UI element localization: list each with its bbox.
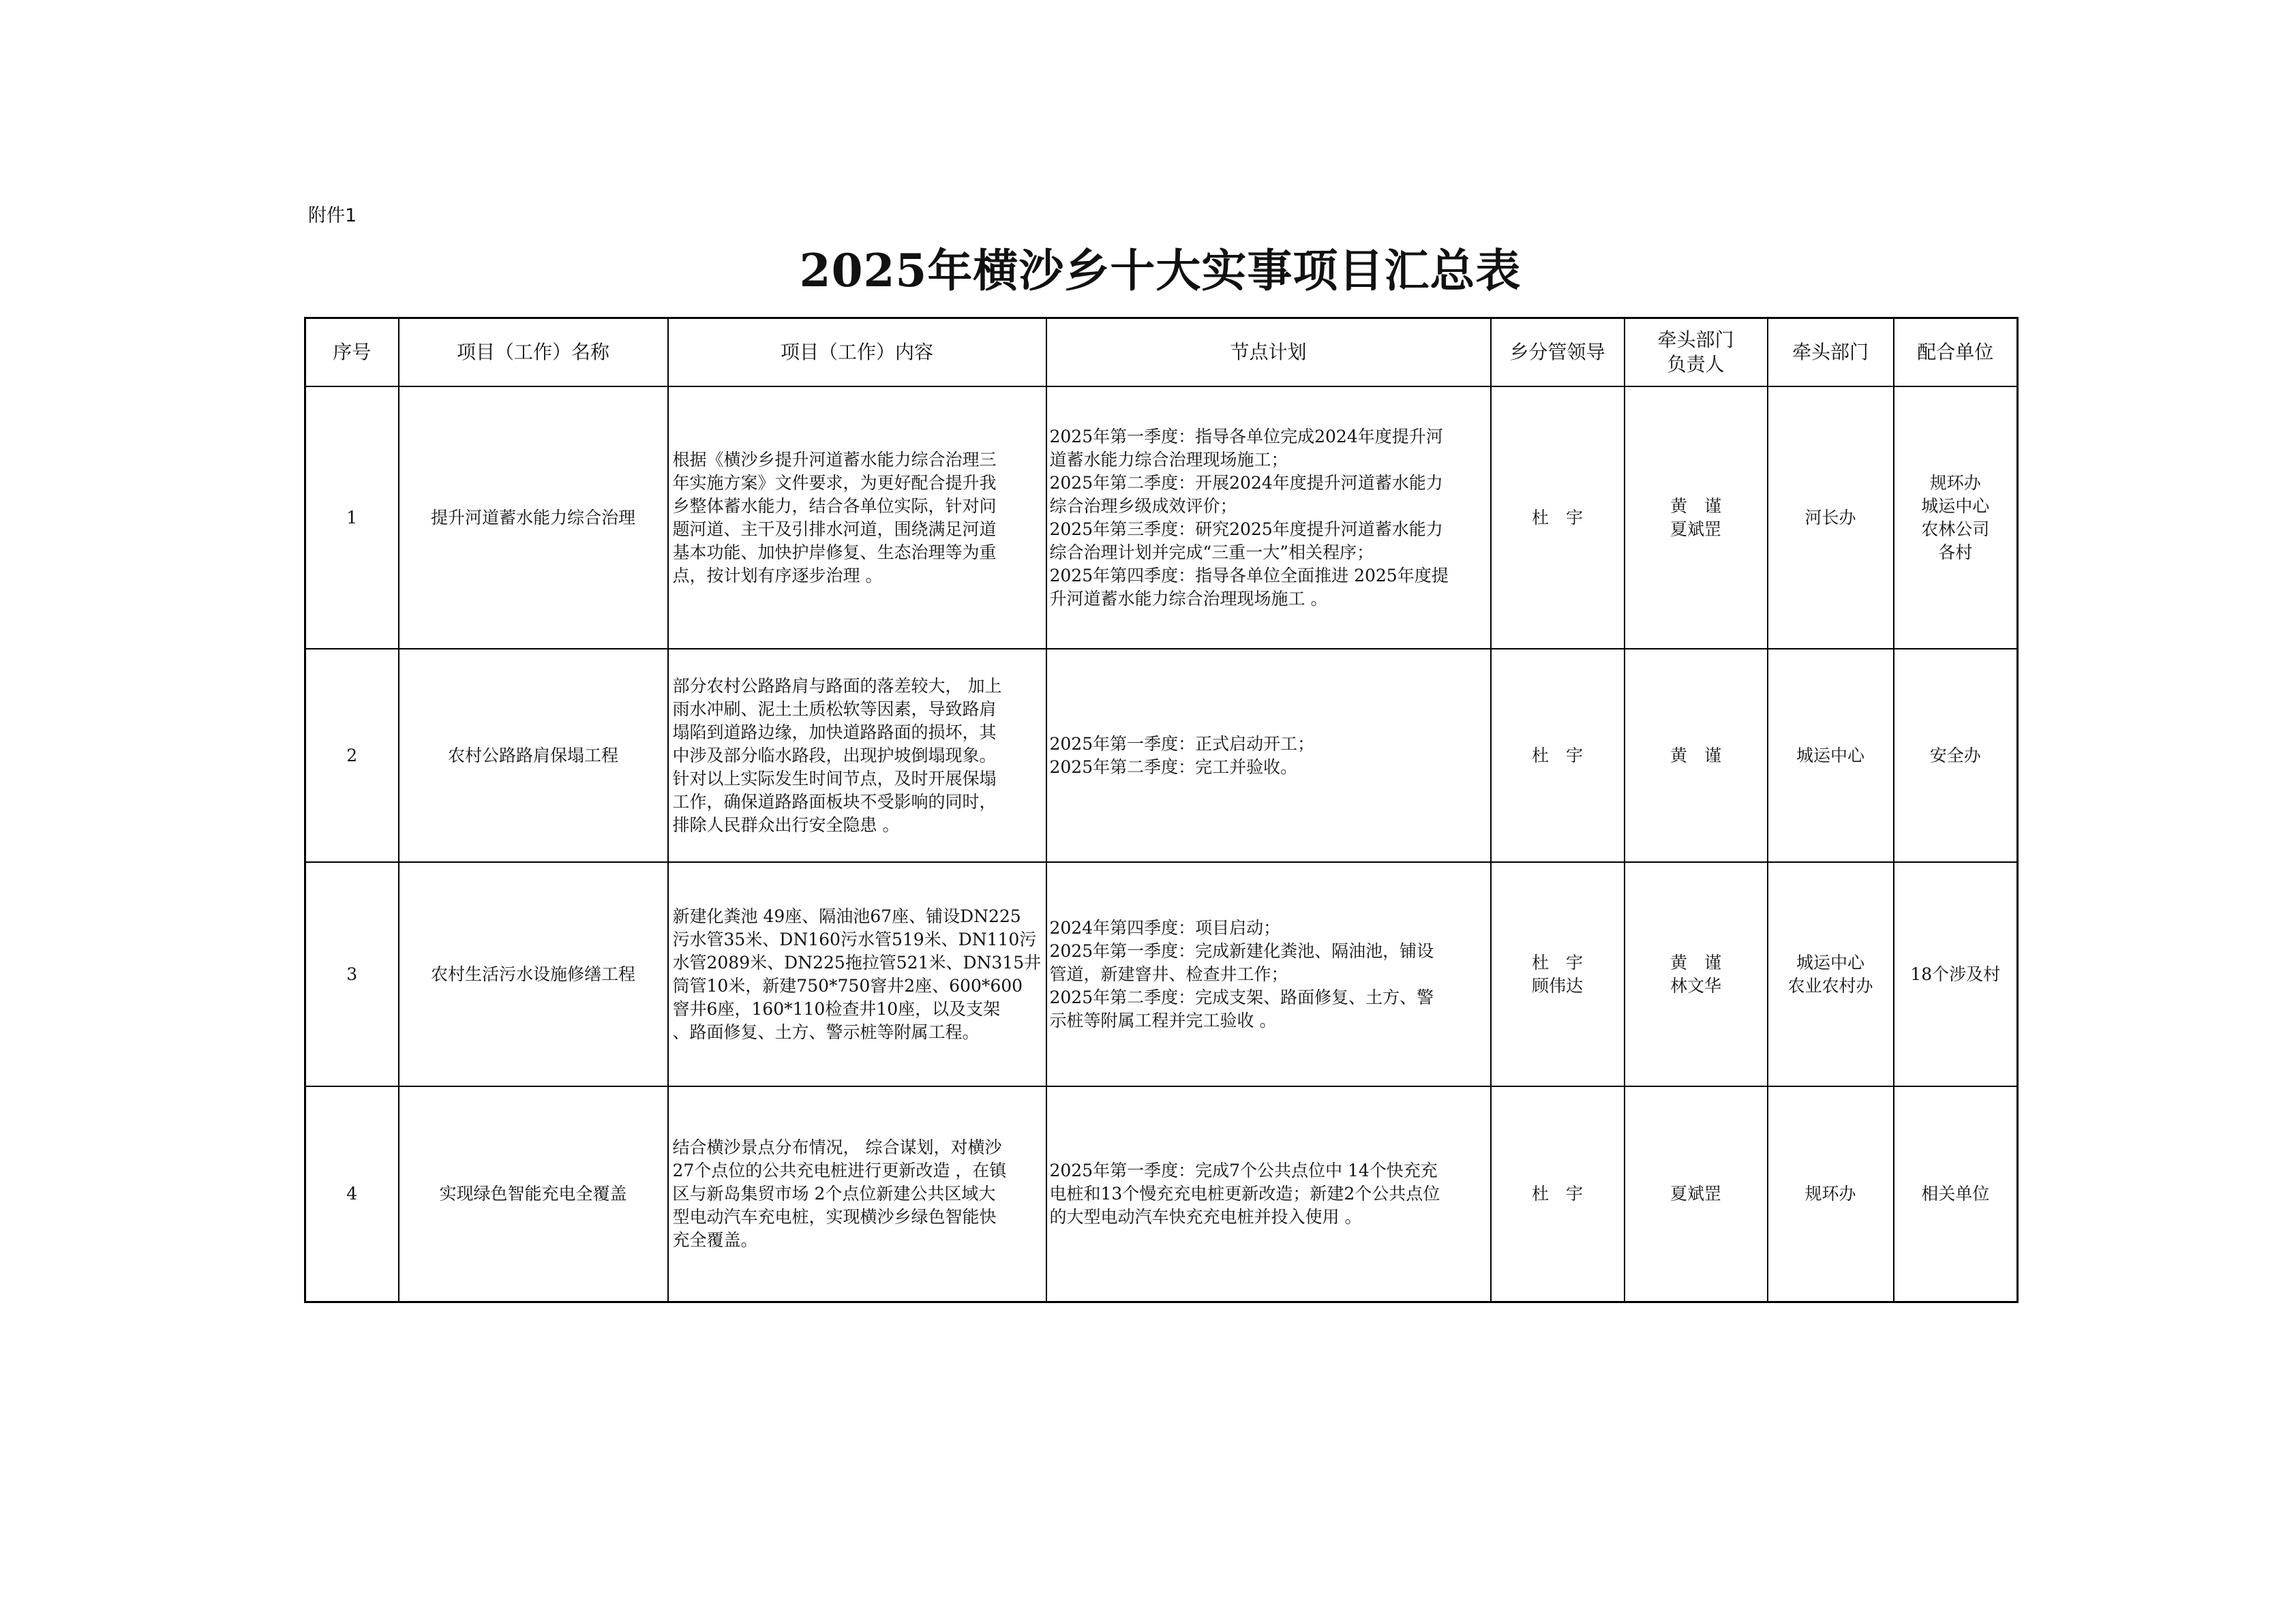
content-line: 排除人民群众出行安全隐患 。 <box>672 814 900 835</box>
responsible-name: 林文华 <box>1670 975 1721 996</box>
cell-lead-dept <box>1768 386 1894 649</box>
cell-lead-dept <box>1768 649 1894 862</box>
content-line: 型电动汽车充电桩，实现横沙乡绿色智能快 <box>672 1207 997 1227</box>
cell-responsible <box>1625 862 1768 1086</box>
cell-plan <box>1046 386 1491 649</box>
cell-plan <box>1046 649 1491 862</box>
content-line: 工作，确保道路路面板块不受影响的同时， <box>672 791 997 812</box>
page-title: 2025年横沙乡十大实事项目汇总表 <box>799 244 1522 297</box>
cell-name: 实现绿色智能充电全覆盖 <box>399 1086 668 1302</box>
partner-name: 18个涉及村 <box>1910 964 2001 984</box>
cell-partners <box>1894 1086 2018 1302</box>
header-content: 项目（工作）内容 <box>668 318 1046 387</box>
content-line: 区与新岛集贸市场 2个点位新建公共区域大 <box>672 1184 996 1204</box>
header-responsible-line2: 负责人 <box>1667 353 1725 376</box>
header-responsible-line1: 牵头部门 <box>1657 328 1734 351</box>
cell-content <box>668 862 1046 1086</box>
cell-name: 提升河道蓄水能力综合治理 <box>399 386 668 649</box>
cell-index: 3 <box>305 862 399 1086</box>
content-line: 基本功能、加快护岸修复、生态治理等为重 <box>672 542 997 562</box>
content-line: 年实施方案》文件要求，为更好配合提升我 <box>672 472 997 493</box>
cell-name: 农村生活污水设施修缮工程 <box>399 862 668 1086</box>
cell-plan <box>1046 862 1491 1086</box>
content-line: 针对以上实际发生时间节点，及时开展保塌 <box>672 768 997 789</box>
cell-index: 4 <box>305 1086 399 1302</box>
lead-dept-name: 农业农村办 <box>1787 975 1873 996</box>
leader-name: 杜 宇 <box>1531 1184 1583 1204</box>
partner-name: 安全办 <box>1929 745 1981 765</box>
content-line: 27个点位的公共充电桩进行更新改造 ，在镇 <box>672 1161 1007 1180</box>
partner-name: 农林公司 <box>1921 519 1990 539</box>
cell-plan <box>1046 1086 1491 1302</box>
table-header-row <box>305 318 2018 387</box>
lead-dept-name: 规环办 <box>1804 1184 1856 1204</box>
leader-name: 杜 宇 <box>1531 745 1583 765</box>
cell-leader <box>1491 386 1625 649</box>
partner-name: 各村 <box>1938 542 1973 562</box>
content-line: 塌陷到道路边缘，加快道路路面的损坏，其 <box>672 722 997 742</box>
content-line: 充全覆盖。 <box>672 1230 758 1250</box>
plan-line: 电桩和13个慢充充电桩更新改造；新建2个公共点位 <box>1049 1184 1440 1204</box>
plan-line: 2025年第一季度：完成7个公共点位中 14个快充充 <box>1049 1161 1438 1180</box>
cell-partners <box>1894 386 2018 649</box>
attachment-label: 附件1 <box>308 205 357 226</box>
lead-dept-name: 城运中心 <box>1796 745 1864 765</box>
cell-content <box>668 649 1046 862</box>
plan-line: 示桩等附属工程并完工验收 。 <box>1049 1010 1277 1030</box>
cell-content <box>668 386 1046 649</box>
content-line: 乡整体蓄水能力，结合各单位实际，针对问 <box>672 495 997 516</box>
content-line: 、路面修复、土方、警示桩等附属工程。 <box>672 1022 980 1042</box>
responsible-name: 夏斌罡 <box>1670 1184 1721 1204</box>
content-line: 中涉及部分临水路段，出现护坡倒塌现象。 <box>672 745 997 765</box>
header-leader: 乡分管领导 <box>1491 318 1625 387</box>
cell-lead-dept <box>1768 862 1894 1086</box>
cell-partners <box>1894 862 2018 1086</box>
table-row <box>305 386 2018 649</box>
plan-line: 道蓄水能力综合治理现场施工； <box>1049 449 1288 470</box>
lead-dept-name: 河长办 <box>1804 507 1856 527</box>
cell-responsible <box>1625 1086 1768 1302</box>
project-summary-table <box>304 317 2019 1303</box>
content-line: 结合横沙景点分布情况， 综合谋划，对横沙 <box>672 1137 1002 1157</box>
plan-line: 2025年第一季度：完成新建化粪池、隔油池，铺设 <box>1049 940 1434 961</box>
cell-responsible <box>1625 649 1768 862</box>
header-lead-dept: 牵头部门 <box>1768 318 1894 387</box>
content-line: 雨水冲刷、泥土土质松软等因素，导致路肩 <box>672 699 997 719</box>
cell-name: 农村公路路肩保塌工程 <box>399 649 668 862</box>
cell-content <box>668 1086 1046 1302</box>
leader-name: 杜 宇 <box>1531 507 1583 527</box>
plan-line: 2024年第四季度：项目启动； <box>1049 917 1281 938</box>
cell-index: 2 <box>305 649 399 862</box>
content-line: 根据《横沙乡提升河道蓄水能力综合治理三 <box>672 449 997 470</box>
content-line: 污水管35米、DN160污水管519米、DN110污 <box>672 929 1037 949</box>
content-line: 水管2089米、DN225拖拉管521米、DN315井 <box>672 952 1042 973</box>
leader-name: 顾伟达 <box>1531 975 1583 996</box>
content-line: 点，按计划有序逐步治理 。 <box>672 565 883 585</box>
plan-line: 2025年第四季度：指导各单位全面推进 2025年度提 <box>1049 565 1449 585</box>
header-responsible <box>1625 318 1768 387</box>
content-line: 窨井6座，160*110检查井10座，以及支架 <box>672 998 1001 1019</box>
header-name: 项目（工作）名称 <box>399 318 668 387</box>
content-line: 筒管10米，新建750*750窨井2座、600*600 <box>672 975 1023 996</box>
plan-line: 2025年第二季度：完成支架、路面修复、土方、警 <box>1049 987 1434 1007</box>
cell-responsible <box>1625 386 1768 649</box>
plan-line: 的大型电动汽车快充充电桩并投入使用 。 <box>1049 1207 1362 1227</box>
leader-name: 杜 宇 <box>1531 952 1583 973</box>
cell-leader <box>1491 862 1625 1086</box>
table-row <box>305 1086 2018 1302</box>
cell-lead-dept <box>1768 1086 1894 1302</box>
cell-index: 1 <box>305 386 399 649</box>
table-row <box>305 649 2018 862</box>
plan-line: 2025年第一季度：正式启动开工； <box>1049 733 1315 754</box>
cell-leader <box>1491 649 1625 862</box>
partner-name: 相关单位 <box>1921 1184 1990 1204</box>
header-plan: 节点计划 <box>1046 318 1491 387</box>
plan-line: 2025年第二季度：完工并验收。 <box>1049 756 1298 777</box>
plan-line: 综合治理计划并完成“三重一大”相关程序； <box>1049 542 1374 562</box>
plan-line: 综合治理乡级成效评价； <box>1049 495 1237 516</box>
responsible-name: 黄 谨 <box>1670 495 1721 516</box>
content-line: 题河道、主干及引排水河道，围绕满足河道 <box>672 519 997 539</box>
cell-leader <box>1491 1086 1625 1302</box>
header-index: 序号 <box>305 318 399 387</box>
content-line: 部分农村公路路肩与路面的落差较大， 加上 <box>672 675 1002 696</box>
plan-line: 2025年第二季度：开展2024年度提升河道蓄水能力 <box>1049 472 1443 493</box>
plan-line: 升河道蓄水能力综合治理现场施工 。 <box>1049 588 1328 609</box>
partner-name: 城运中心 <box>1921 495 1990 516</box>
table-row <box>305 862 2018 1086</box>
responsible-name: 黄 谨 <box>1670 745 1721 765</box>
lead-dept-name: 城运中心 <box>1796 952 1864 973</box>
partner-name: 规环办 <box>1929 472 1981 493</box>
header-partners: 配合单位 <box>1894 318 2018 387</box>
plan-line: 管道，新建窨井、检查井工作； <box>1049 964 1288 984</box>
responsible-name: 黄 谨 <box>1670 952 1721 973</box>
responsible-name: 夏斌罡 <box>1670 519 1721 539</box>
content-line: 新建化粪池 49座、隔油池67座、铺设DN225 <box>672 906 1021 926</box>
plan-line: 2025年第一季度：指导各单位完成2024年度提升河 <box>1049 426 1443 446</box>
plan-line: 2025年第三季度：研究2025年度提升河道蓄水能力 <box>1049 519 1443 539</box>
cell-partners <box>1894 649 2018 862</box>
